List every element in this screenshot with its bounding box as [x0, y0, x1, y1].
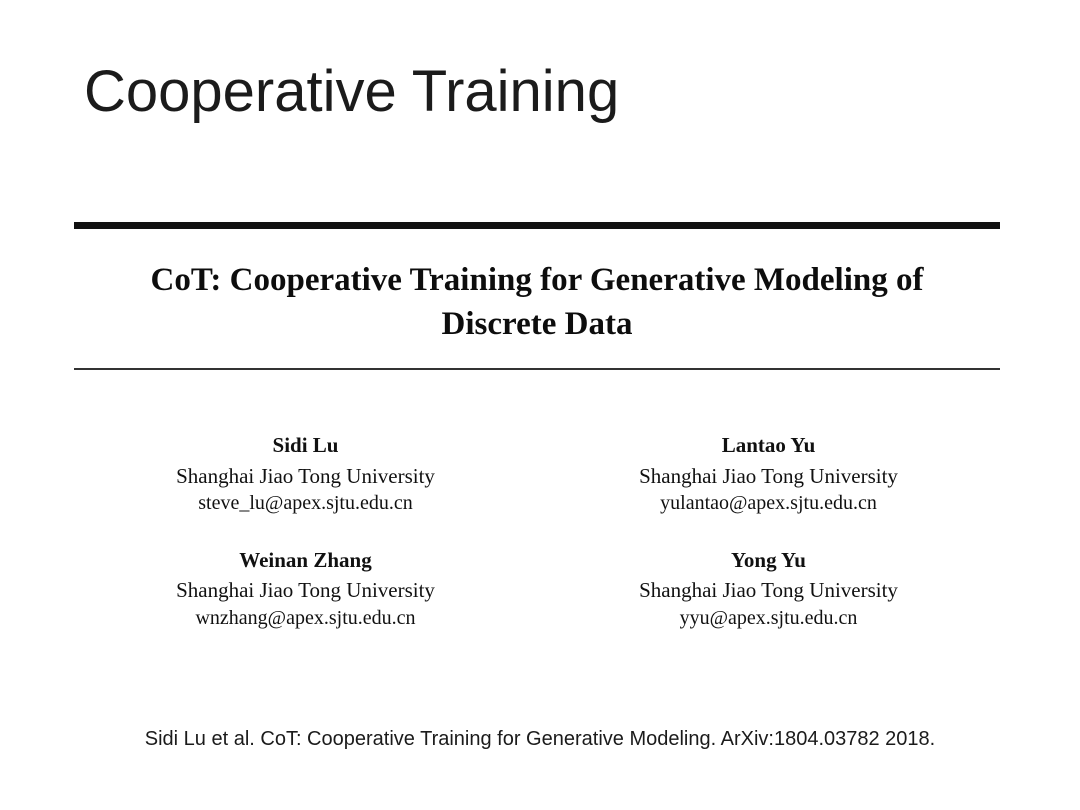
author-entry: [537, 545, 1000, 632]
author-affiliation: Shanghai Jiao Tong University: [639, 463, 898, 488]
author-entry: [74, 545, 537, 632]
citation-text: Sidi Lu et al. CoT: Cooperative Training for Generative Modeling. ArXiv:1804.03782 2018.: [144, 728, 936, 750]
author-name: Sidi Lu: [272, 433, 339, 457]
author-list: [74, 430, 1000, 660]
author-entry: [537, 430, 1000, 517]
author-name: Lantao Yu: [721, 433, 816, 457]
author-affiliation: Shanghai Jiao Tong University: [176, 463, 435, 488]
paper-bottom-rule: [74, 368, 1000, 370]
author-email: yyu@apex.sjtu.edu.cn: [679, 606, 858, 629]
author-entry: [74, 430, 537, 517]
author-email: steve_lu@apex.sjtu.edu.cn: [198, 491, 413, 514]
page-title: Cooperative Training: [84, 59, 620, 124]
author-email: wnzhang@apex.sjtu.edu.cn: [195, 606, 416, 629]
paper-header-figure: [74, 222, 1000, 370]
author-name: Yong Yu: [731, 547, 806, 572]
author-affiliation: Shanghai Jiao Tong University: [176, 578, 435, 603]
paper-top-rule: [74, 222, 1000, 229]
paper-title: CoT: Cooperative Training for Generative Modeling of Discrete Data: [150, 262, 924, 342]
author-affiliation: Shanghai Jiao Tong University: [639, 578, 898, 603]
author-email: yulantao@apex.sjtu.edu.cn: [660, 491, 877, 514]
author-name: Weinan Zhang: [239, 547, 372, 572]
